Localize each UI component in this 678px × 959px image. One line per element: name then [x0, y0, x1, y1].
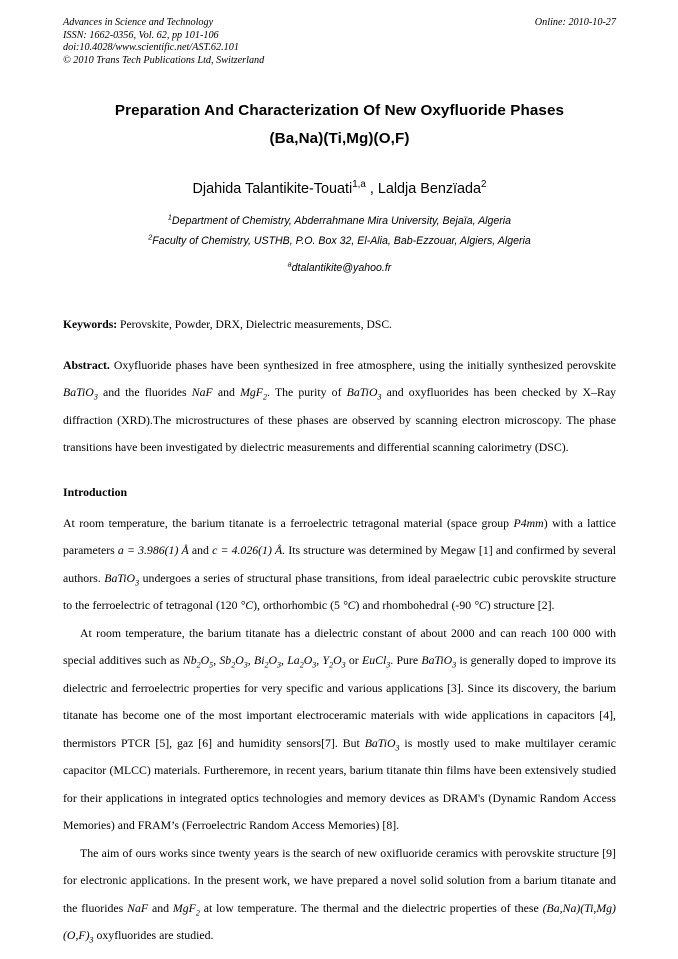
additive-sb2o3: Sb — [219, 653, 232, 668]
journal-copyright: © 2010 Trans Tech Publications Ltd, Switzerland — [63, 54, 265, 66]
affiliation-2 — [63, 232, 616, 252]
author-2-sup: 2 — [481, 179, 487, 191]
p2-formula-batio3-b: BaTiO — [364, 735, 396, 750]
additive-sb2o3-sub2: 3 — [243, 660, 248, 670]
p3-a: The aim of ours works since twenty years is the search of new oxifluoride ceramics with perovskite structure [9] for electronic applications. In the present work, we have prepared a novel solid solution from a barium titanate and the fluorides — [63, 845, 616, 915]
p1-c: and — [188, 543, 213, 558]
additive-la2o3-mid: O — [303, 653, 313, 668]
p1-formula-batio3: BaTiO — [104, 570, 136, 585]
p1-h: ) structure [2]. — [486, 598, 555, 613]
journal-header — [63, 17, 616, 67]
additive-y2o3-mid: O — [333, 653, 342, 668]
additive-la2o3-sub2: 3 — [312, 660, 317, 670]
journal-doi: doi:10.4028/www.scientific.net/AST.62.101 — [63, 42, 239, 54]
p2-b: . Pure — [390, 653, 422, 668]
journal-issn: ISSN: 1662-0356, Vol. 62, pp 101-106 — [63, 29, 219, 41]
p1-f: ), orthorhombic (5 — [253, 598, 343, 613]
journal-header-left — [63, 17, 616, 67]
additive-nb2o5: Nb — [182, 653, 197, 668]
affiliation-1-marker: 1 — [167, 212, 172, 222]
p1-g: ) and rhombohedral (-90 — [355, 598, 475, 613]
formula-batio3: BaTiO — [63, 385, 94, 400]
abstract-label: Abstract. — [63, 357, 110, 372]
additive-bi2o3-mid: O — [268, 653, 278, 668]
intro-paragraph-1 — [63, 510, 616, 620]
p2-formula-batio3-sub: 3 — [452, 660, 457, 670]
additive-eucl3: EuCl — [361, 653, 387, 668]
additive-eucl3-sub: 3 — [386, 660, 391, 670]
additive-nb2o5-sub1: 2 — [196, 660, 201, 670]
p2-a: At room temperature, the barium titanate has a dielectric constant of about 2000 and can reach 100 000 with special additives such as — [63, 625, 616, 668]
p1-b: ) with a lattice parameters — [63, 515, 616, 558]
temperature-1: °C — [240, 598, 254, 613]
formula-mgf2: MgF — [240, 385, 263, 400]
author-list — [63, 179, 616, 199]
p3-b: and — [148, 900, 173, 915]
oxyfluoride-formula: (Ba,Na)(Ti,Mg)(O,F) — [63, 900, 616, 943]
affiliation-2-text: Faculty of Chemistry, USTHB, P.O. Box 32, El-Alia, Bab-Ezzouar, Algiers, Algeria — [152, 234, 531, 247]
journal-name: Advances in Science and Technology — [63, 17, 214, 28]
formula-mgf2-sub: 2 — [263, 392, 268, 402]
additive-bi2o3: Bi — [253, 653, 265, 668]
author-separator: , — [365, 181, 378, 198]
additive-bi2o3-sub2: 3 — [277, 660, 282, 670]
p2-sep-1: , — [213, 653, 220, 668]
lattice-parameter-a: a = 3.986(1) Å — [117, 543, 189, 558]
lattice-parameter-c: c = 4.026(1) Å. — [212, 543, 286, 558]
additive-sb2o3-sub1: 2 — [231, 660, 236, 670]
p2-sep-5: or — [345, 653, 362, 668]
additive-la2o3-sub1: 2 — [299, 660, 304, 670]
p1-e: undergoes a series of structural phase transitions, from ideal paraelectric cubic perovskite structure to the ferroelectric of tetragonal (120 — [63, 570, 616, 613]
abstract-part-1: Oxyfluoride phases have been synthesized in free atmosphere, using the initially synthesized perovskite — [109, 357, 616, 372]
keywords-line — [63, 316, 616, 333]
p3-d: oxyfluorides are studied. — [93, 928, 214, 943]
online-date: Online: 2010-10-27 — [534, 17, 616, 28]
keywords-text: Perovskite, Powder, DRX, Dielectric measurements, DSC. — [117, 317, 392, 331]
affiliation-2-marker: 2 — [148, 232, 153, 242]
p2-formula-batio3-b-sub: 3 — [395, 743, 400, 753]
abstract-part-4: . The purity of — [267, 385, 347, 400]
additive-y2o3-sub1: 2 — [329, 660, 334, 670]
author-2-name: Laldja Benzïada — [377, 181, 482, 198]
formula-batio3-sub: 3 — [93, 392, 98, 402]
additive-y2o3: Y — [322, 653, 330, 668]
p3-formula-mgf2: MgF — [172, 900, 196, 915]
author-1-name: Djahida Talantikite-Touati — [192, 181, 353, 198]
abstract-part-3: and — [212, 385, 241, 400]
additive-y2o3-sub2: 3 — [341, 660, 346, 670]
temperature-2: °C — [342, 598, 356, 613]
affiliation-1-text: Department of Chemistry, Abderrahmane Mira University, Bejaïa, Algeria — [171, 215, 512, 228]
p2-sep-3: , — [281, 653, 288, 668]
additive-nb2o5-mid: O — [200, 653, 210, 668]
intro-paragraph-2 — [63, 620, 616, 840]
space-group: P4mm — [513, 515, 544, 530]
p3-formula-naf: NaF — [127, 900, 149, 915]
page-content — [63, 0, 616, 950]
p2-d: is mostly used to make multilayer ceramic capacitor (MLCC) materials. Furtheremore, in recent years, barium titanate thin films have been extensively studied for their applications in integrated optics technologies and memory devices as DRAM's (Dynamic Random Access Memories) and FRAM’s (Ferroelectric Random Access Memories) [8]. — [63, 735, 616, 833]
additive-bi2o3-sub1: 2 — [264, 660, 269, 670]
p2-sep-4: , — [316, 653, 323, 668]
p3-formula-mgf2-sub: 2 — [195, 908, 200, 918]
p3-c: at low temperature. The thermal and the dielectric properties of these — [199, 900, 543, 915]
corresponding-email[interactable] — [63, 259, 616, 279]
formula-batio3-b-sub: 3 — [377, 392, 382, 402]
section-heading-introduction: Introduction — [63, 484, 128, 499]
temperature-3: °C — [474, 598, 487, 613]
p1-d: Its structure was determined by Megaw [1] and confirmed by several authors. — [63, 543, 617, 585]
title-line-1: Preparation And Characterization Of New Oxyfluoride Phases — [114, 102, 565, 120]
p2-formula-batio3: BaTiO — [421, 653, 453, 668]
email-text: dtalantikite@yahoo.fr — [291, 262, 392, 275]
formula-batio3-b: BaTiO — [346, 385, 378, 400]
intro-paragraph-3 — [63, 840, 616, 950]
additive-sb2o3-mid: O — [235, 653, 244, 668]
p2-sep-2: , — [247, 653, 254, 668]
author-1-sup: 1,a — [352, 179, 366, 191]
additive-la2o3: La — [287, 653, 300, 668]
keywords-label: Keywords: — [63, 317, 118, 331]
page-title — [63, 97, 616, 153]
title-line-2: (Ba,Na)(Ti,Mg)(O,F) — [269, 130, 410, 148]
formula-naf: NaF — [191, 385, 213, 400]
abstract-paragraph — [63, 352, 616, 462]
abstract-part-2: and the fluorides — [97, 385, 192, 400]
p2-c: is generally doped to improve its dielectric and ferroelectric properties for very specific and various applications [3]. Since its discovery, the barium titanate has become one of the most important electroceramic materials with wide applications in capacitors [4], thermistors PTCR [5], gaz [6] and humidity sensors[7]. But — [63, 653, 616, 750]
abstract-part-5: and oxyfluorides has been checked by X–Ray diffraction (XRD).The microstructures of these phases are observed by scanning electron microscopy. The phase transitions have been investigated by dielectric measurements and differential scanning calorimetry (DSC). — [63, 385, 616, 455]
email-marker: a — [287, 259, 292, 269]
affiliation-1 — [63, 212, 616, 232]
oxyfluoride-formula-sub: 3 — [89, 935, 94, 945]
p1-a: At room temperature, the barium titanate is a ferroelectric tetragonal material (space group — [63, 515, 514, 530]
p1-formula-batio3-sub: 3 — [135, 578, 140, 588]
additive-nb2o5-sub2: 5 — [209, 660, 214, 670]
